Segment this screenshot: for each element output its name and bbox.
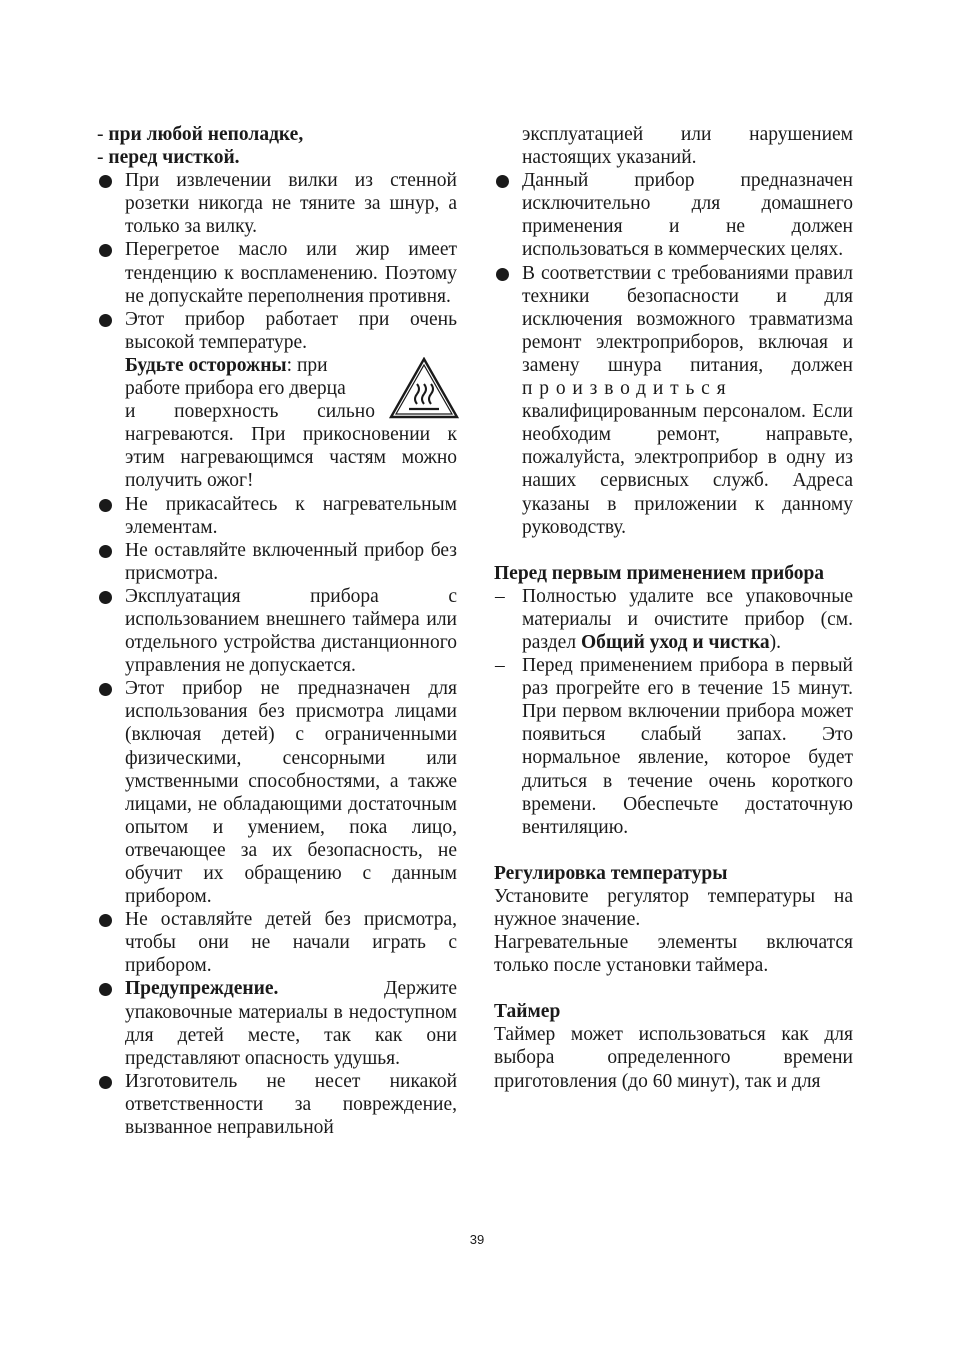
hot-surface-warning-icon	[389, 357, 459, 419]
dash-text: Перед применением прибора в первый раз прогрейте его в течение 15 минут. При первом включении прибора может появиться слабый запах. Это нормальное явление, которое будет длиться в течение очень короткого времени. Обеспечьте достаточную вентиляцию.	[522, 655, 853, 838]
bullet-item	[494, 169, 853, 261]
caution-text: : при	[286, 354, 328, 376]
sub-item: - при любой неполадке,	[97, 124, 304, 145]
bullet-dot-icon	[99, 175, 112, 188]
bullet-dot-icon	[99, 499, 112, 512]
section-heading: Таймер	[494, 1001, 561, 1023]
bullet-item	[97, 238, 457, 307]
bullet-text: Изготовитель не несет никакой ответственности за повреждение, вызванное неправильной	[125, 1070, 457, 1139]
page-number: 39	[469, 1232, 485, 1247]
bullet-text: Этот прибор работает при очень высокой температуре.	[125, 308, 457, 353]
bullet-dot-icon	[99, 983, 112, 996]
bullet-item	[97, 908, 457, 977]
dash-item: – Перед применением прибора в первый раз прогрейте его в течение 15 минут. При первом включении прибора может появиться слабый запах. Это нормальное явление, которое будет длиться в течение очень короткого времени. Обеспечьте достаточную вентиляцию.	[495, 655, 853, 838]
bullet-dot-icon	[99, 244, 112, 257]
caution-block	[97, 354, 457, 493]
bullet-text: В соответствии с требованиями правил техники безопасности и для исключения возможного травматизма ремонт электроприборов, включая и замену шнура питания, должен	[522, 262, 853, 376]
caution-text: нагреваются. При прикосновении к этим нагревающимся частям можно получить ожог!	[125, 424, 457, 492]
paragraph: Нагревательные элементы включатся только после установки таймера.	[494, 932, 853, 977]
bullet-text: Эксплуатация прибора с использованием внешнего таймера или отдельного устройства дистанционного управления не допускается.	[125, 585, 457, 677]
bullet-text: Этот прибор не предназначен для использования без присмотра лицами (включая детей) с ограниченными физическими, сенсорными или умственными способностями, а также лицами, не обладающими достаточным опытом и умением, пока лицо, отвечающее за их безопасность, не обучит их обращению с данным прибором.	[125, 678, 457, 908]
bullet-dot-icon	[99, 914, 112, 927]
bullet-dot-icon	[99, 314, 112, 327]
bullet-text: Не прикасайтесь к нагревательным элементам.	[125, 493, 457, 538]
bullet-item	[97, 977, 457, 1069]
bullet-dot-icon	[496, 268, 509, 281]
section-heading: Регулировка температуры	[494, 862, 728, 884]
bullet-text: Не оставляйте детей без присмотра, чтобы они не начали играть с прибором.	[125, 909, 457, 977]
section-heading: Перед первым применением прибора	[494, 562, 825, 584]
right-column	[494, 123, 853, 1093]
sub-item-text: перед чисткой.	[108, 147, 240, 169]
bullet-dot-icon	[99, 1076, 112, 1089]
bullet-dot-icon	[99, 683, 112, 696]
warning-label: Предупреждение.	[125, 978, 279, 1000]
section-reference: Общий уход и чистка	[580, 631, 770, 653]
bullet-item	[494, 262, 853, 539]
dash-item: – Полностью удалите все упаковочные материалы и очистите прибор (см. раздел Общий уход и чистка).	[495, 585, 853, 653]
bullet-item	[97, 493, 457, 539]
bullet-text: При извлечении вилки из стенной розетки никогда не тяните за шнур, а только за вилку.	[125, 170, 457, 238]
bullet-item	[97, 1070, 457, 1139]
caution-text: и поверхность сильно	[125, 401, 375, 423]
bullet-item	[97, 585, 457, 677]
caution-label: Будьте осторожны	[125, 354, 287, 376]
bullet-dot-icon	[99, 545, 112, 558]
left-column	[97, 123, 457, 1139]
continued-text: эксплуатацией или нарушением настоящих указаний.	[522, 124, 853, 169]
bullet-item	[97, 169, 457, 238]
bullet-dot-icon	[496, 175, 509, 188]
bullet-item	[97, 539, 457, 585]
bullet-text: Держите упаковочные материалы в недоступном для детей месте, так как они представляют опасность удушья.	[125, 978, 457, 1069]
bullet-text: квалифицированным персоналом. Если необходим ремонт, направьте, пожалуйста, электроприбор в одну из наших сервисных служб. Адреса указаны в приложении к данному руководству.	[522, 401, 853, 538]
bullet-text: производиться	[522, 378, 733, 400]
bullet-dot-icon	[99, 591, 112, 604]
sub-item: - перед чисткой.	[97, 147, 240, 169]
paragraph: Таймер может использоваться как для выбора определенного времени приготовления (до 60 минут), так и для	[494, 1024, 853, 1092]
bullet-item	[97, 677, 457, 908]
bullet-text: Перегретое масло или жир имеет тенденцию к воспламенению. Поэтому не допускайте переполнения противня.	[125, 239, 457, 307]
dash-text: Полностью удалите все упаковочные материалы и очистите прибор (см. раздел	[522, 585, 853, 653]
paragraph: Установите регулятор температуры на нужное значение.	[494, 885, 853, 930]
bullet-text: Не оставляйте включенный прибор без присмотра.	[125, 539, 457, 584]
caution-text: работе прибора его дверца	[125, 378, 346, 400]
bullet-text: Данный прибор предназначен исключительно для домашнего применения и не должен использоваться в коммерческих целях.	[522, 170, 853, 261]
dash-text: ).	[769, 631, 782, 653]
bullet-item	[97, 308, 457, 354]
sub-item-text: при любой неполадке,	[108, 124, 304, 145]
